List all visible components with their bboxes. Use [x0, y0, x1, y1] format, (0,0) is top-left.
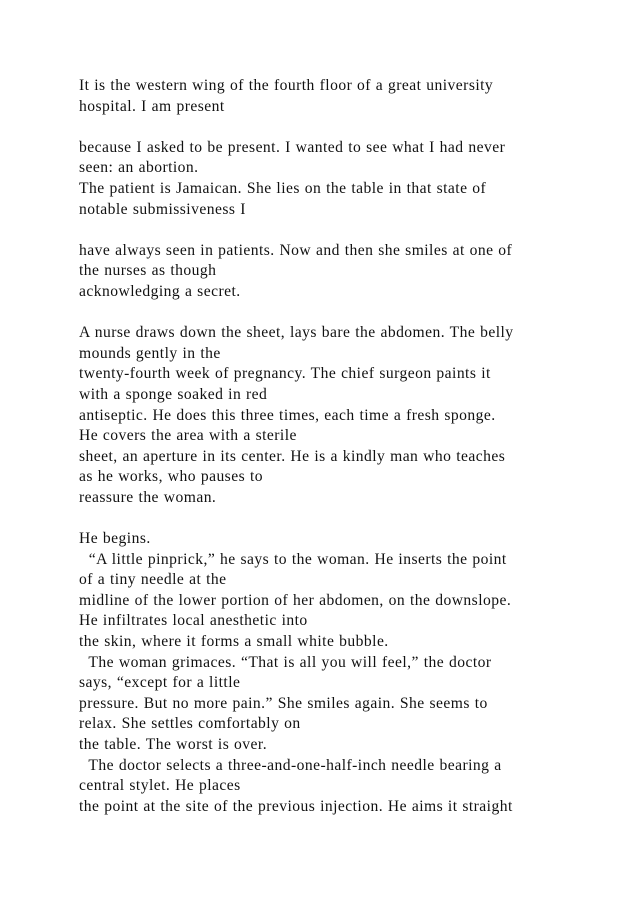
text-line: pressure. But no more pain.” She smiles again. She seems to	[79, 694, 488, 712]
text-line: A nurse draws down the sheet, lays bare the abdomen. The belly	[79, 324, 514, 342]
text-line: He infiltrates local anesthetic into	[79, 612, 308, 630]
paragraph-gap	[79, 220, 619, 241]
text-line: says, “except for a little	[79, 674, 241, 692]
text-line: the table. The worst is over.	[79, 736, 268, 753]
text-line: reassure the woman.	[79, 488, 217, 506]
text-line: midline of the lower portion of her abdomen, on the downslope.	[79, 591, 512, 609]
text-line: hospital. I am present	[79, 97, 225, 115]
text-line: sheet, an aperture in its center. He is a kindly man who teaches	[79, 447, 506, 465]
text-line: twenty-fourth week of pregnancy. The chief surgeon paints it	[79, 365, 491, 383]
text-line: mounds gently in the	[79, 344, 221, 362]
text-line: the skin, where it forms a small white bubble.	[79, 633, 389, 651]
text-line: He covers the area with a sterile	[79, 427, 297, 445]
text-line: have always seen in patients. Now and then she smiles at one of	[79, 241, 513, 259]
text-line: with a sponge soaked in red	[79, 385, 268, 403]
text-line: the nurses as though	[79, 262, 217, 280]
paragraph-gap	[79, 303, 619, 324]
text-line: acknowledging a secret.	[79, 282, 241, 300]
text-line: antiseptic. He does this three times, each time a fresh sponge.	[79, 406, 496, 424]
text-line: as he works, who pauses to	[79, 468, 263, 486]
text-line: The woman grimaces. “That is all you will feel,” the doctor	[79, 653, 492, 671]
text-line: seen: an abortion.	[79, 159, 199, 177]
paragraph-gap	[79, 508, 619, 529]
text-line: He begins.	[79, 530, 151, 548]
paragraph-gap	[79, 117, 619, 138]
text-line: the point at the site of the previous injection. He aims it straight	[79, 797, 513, 815]
text-line: It is the western wing of the fourth floor of a great university	[79, 77, 494, 94]
text-line: The doctor selects a three-and-one-half-inch needle bearing a	[79, 756, 502, 774]
text-line: because I asked to be present. I wanted to see what I had never	[79, 138, 506, 156]
text-line: “A little pinprick,” he says to the woman. He inserts the point	[79, 550, 507, 568]
document-text	[79, 76, 619, 817]
text-line: of a tiny needle at the	[79, 571, 227, 589]
text-line: relax. She settles comfortably on	[79, 715, 301, 733]
text-line: central stylet. He places	[79, 777, 241, 795]
text-line: notable submissiveness I	[79, 200, 246, 218]
text-line: The patient is Jamaican. She lies on the table in that state of	[79, 179, 487, 197]
